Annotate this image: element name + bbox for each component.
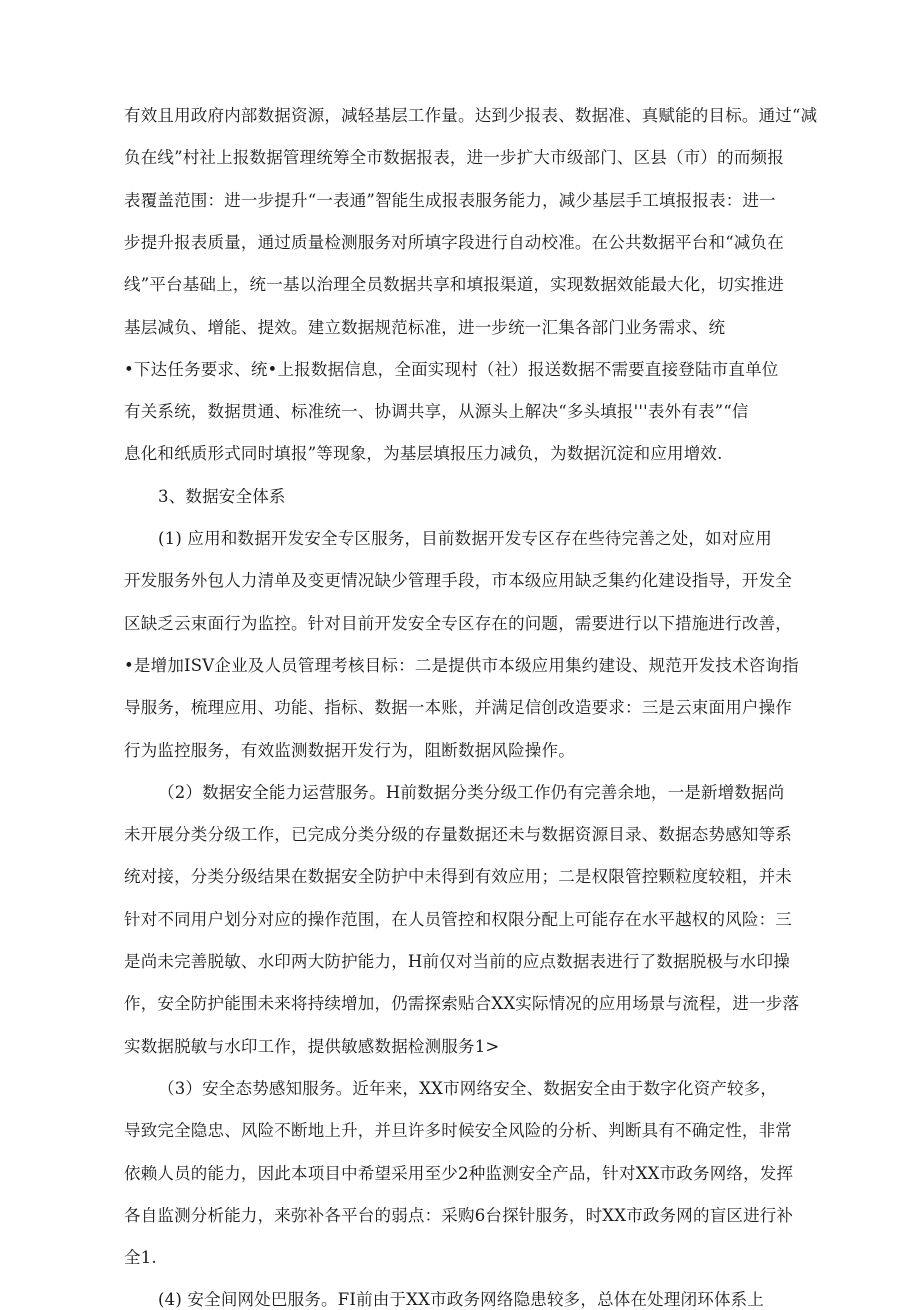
section-heading: 3、数据安全体系 (158, 487, 286, 506)
paragraph-1-line-4: 步提升报表质量，通过质量检测服务对所填字段进行自动校准。在公共数据平台和“减负在 (124, 233, 784, 252)
paragraph-1-line-9: 息化和纸质形式同时填报”等现象，为基层填报压力减负，为数据沉淀和应用增效. (124, 444, 723, 463)
paragraph-3-line-7: 实数据脱敏与水印工作，提供敏感数据检测服务1> (124, 1037, 500, 1056)
paragraph-1-line-3: 表覆盖范围：进一步提升“一表通”智能生成报表服务能力，减少基层手工填报报表：进一 (124, 191, 776, 210)
paragraph-1-line-5: 线”平台基础上，统一基以治理全员数据共享和填报渠道，实现数据效能最大化，切实推进 (124, 275, 784, 294)
paragraph-1-line-8: 有关系统，数据贯通、标准统一、协调共享，从源头上解决“多头填报'''表外有表”“信 (124, 402, 749, 421)
paragraph-1-line-1: 有效且用政府内部数据资源，减轻基层工作量。达到少报表、数据准、真赋能的目标。通过“减 (124, 106, 818, 125)
paragraph-3-line-5: 是尚未完善脱敏、水印两大防护能力，H前仅对当前的应点数据表进行了数据脱极与水印操 (124, 952, 790, 971)
paragraph-1-line-6: 基层减负、增能、提效。建立数据规范标准，进一步统一汇集各部门业务需求、统 (124, 318, 726, 337)
paragraph-5-line-1: (4) 安全间网处巴服务。FI前由于XX市政务网络隐患较多，总体在处理闭环体系上 (158, 1290, 765, 1309)
paragraph-4-line-2: 导致完全隐忠、风险不断地上升，并旦许多时候安全风险的分析、判断具有不确定性，非常 (124, 1121, 792, 1140)
paragraph-4-line-4: 各自监测分析能力，来弥补各平台的弱点：采购6台探针服务，时XX市政务网的盲区进行补 (124, 1206, 794, 1225)
paragraph-3-line-2: 未开展分类分级工作，已完成分类分级的存量数据还未与数据资源目录、数据态势感知等系 (124, 825, 792, 844)
paragraph-3-line-4: 针对不同用户划分对应的操作范围，在人员管控和权限分配上可能存在水平越权的风险：三 (124, 910, 792, 929)
paragraph-4-line-5: 全1. (124, 1248, 157, 1267)
paragraph-2-line-3: 区缺乏云束面行为监控。针对目前开发安全专区存在的问题，需要进行以下措施进行改善， (124, 614, 792, 633)
paragraph-3-line-3: 统对接，分类分级结果在数据安全防护中未得到有效应用；二是权限管控颗粒度较粗，并未 (124, 867, 792, 886)
paragraph-4-line-1: （3）安全态势感知服务。近年来，XX市网络安全、数据安全由于数字化资产较多， (158, 1079, 778, 1098)
paragraph-2-line-2: 开发服务外包人力清单及变更情况缺少管理手段，市本级应用缺乏集约化建设指导，开发全 (124, 571, 792, 590)
paragraph-2-line-6: 行为监控服务，有效监测数据开发行为，阻断数据风险操作。 (124, 741, 575, 760)
paragraph-3-line-1: （2）数据安全能力运营服务。H前数据分类分级工作仍有完善余地，一是新增数据尚 (158, 783, 785, 802)
paragraph-2-line-4: •是增加ISV企业及人员管理考核目标：二是提供市本级应用集约建设、规范开发技术咨询指 (124, 656, 799, 675)
paragraph-1-line-2: 负在线”村社上报数据管理统筹全市数据报表，进一步扩大市级部门、区县（市）的而频报 (124, 148, 784, 167)
paragraph-2-line-1: (1) 应用和数据开发安全专区服务，目前数据开发专区存在些待完善之处，如对应用 (158, 529, 772, 548)
paragraph-4-line-3: 依赖人员的能力，因此本项目中希望采用至少2种监测安全产品，针对XX市政务网络，发挥 (124, 1164, 794, 1183)
paragraph-3-line-6: 作，安全防护能围未来将持续增加，仍需探索贴合XX实际情况的应用场景与流程，进一步落 (124, 994, 800, 1013)
paragraph-2-line-5: 导服务，梳理应用、功能、指标、数据一本账，并满足信创改造要求：三是云束面用户操作 (124, 698, 792, 717)
paragraph-1-line-7: •下达任务要求、统•上报数据信息，全面实现村（社）报送数据不需要直接登陆市直单位 (124, 360, 779, 379)
